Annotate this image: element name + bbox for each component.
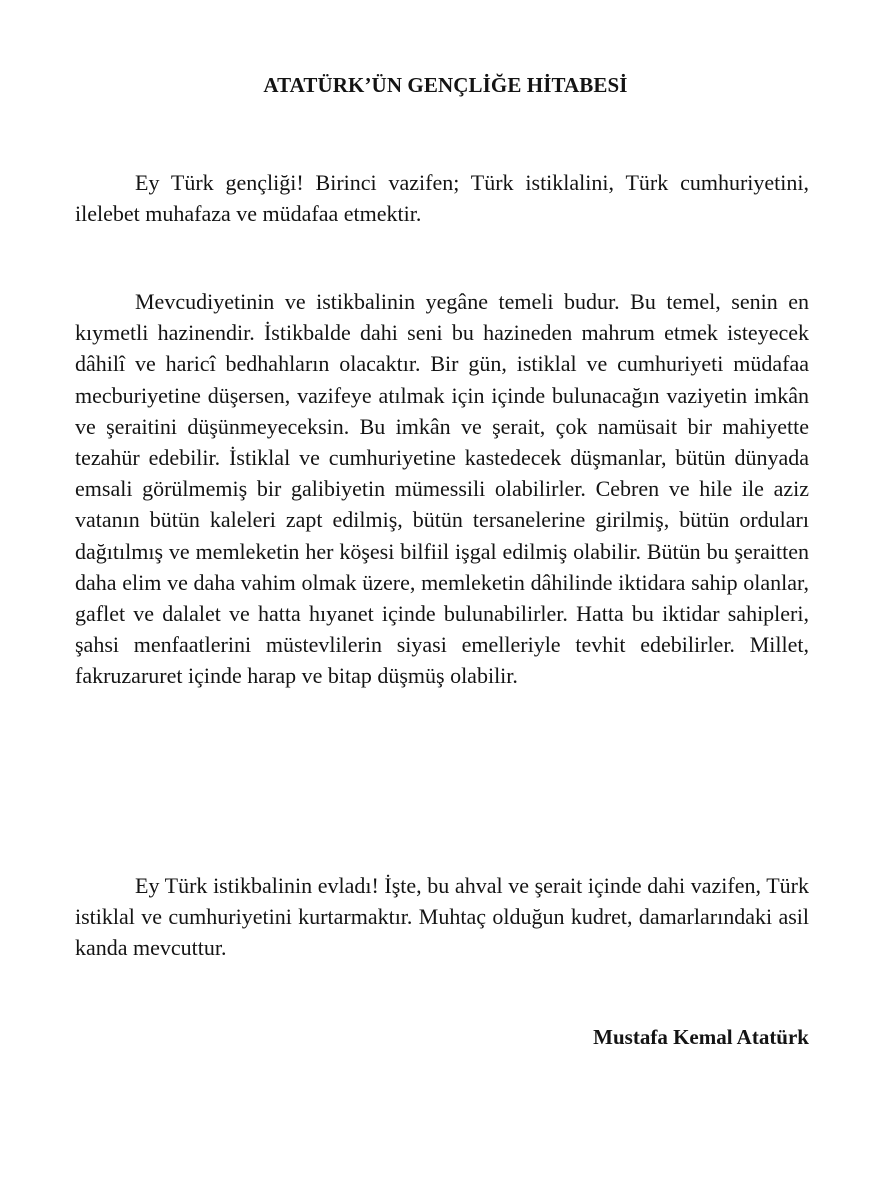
paragraph-1: Ey Türk gençliği! Birinci vazifen; Türk istiklalini, Türk cumhuriyetini, ilelebet muhafaza ve müdafaa etmektir. (75, 170, 809, 227)
paragraph-2: Mevcudiyetinin ve istikbalinin yegâne temeli budur. Bu temel, senin en kıymetli hazinendir. İstikbalde dahi seni bu hazineden mahrum etmek isteyecek dâhilî ve haricî bedhahların olacaktır. Bir gün, istiklal ve cumhuriyeti müdafaa mecburiyetine düşersen, vazifeye atılmak için içinde bulunacağın vaziyetin imkân ve şeraitini düşünmeyeceksin. Bu imkân ve şerait, çok namüsait bir mahiyette tezahür edebilir. İstiklal ve cumhuriyetine kastedecek düşmanlar, bütün dünyada emsali görülmemiş bir galibiyetin mümessili olabilirler. Cebren ve hile ile aziz vatanın bütün kaleleri zapt edilmiş, bütün tersanelerine girilmiş, bütün orduları dağıtılmış ve memleketin her köşesi bilfiil işgal edilmiş olabilir. Bütün bu şeraitten daha elim ve daha vahim olmak üzere, memleketin dâhilinde iktidara sahip olanlar, gaflet ve dalalet ve hatta hıyanet içinde bulunabilirler. Hatta bu iktidar sahipleri, şahsi menfaatlerini müstevlilerin siyasi emelleriyle tevhit edebilirler. Millet, fakruzaruret içinde harap ve bitap düşmüş olabilir. (75, 289, 809, 689)
paragraph-3: Ey Türk istikbalinin evladı! İşte, bu ahval ve şerait içinde dahi vazifen, Türk istiklal ve cumhuriyetini kurtarmaktır. Muhtaç olduğun kudret, damarlarındaki asil kanda mevcuttur. (75, 873, 809, 961)
signature: Mustafa Kemal Atatürk (593, 1025, 809, 1049)
document-title: ATATÜRK’ÜN GENÇLİĞE HİTABESİ (263, 73, 628, 97)
